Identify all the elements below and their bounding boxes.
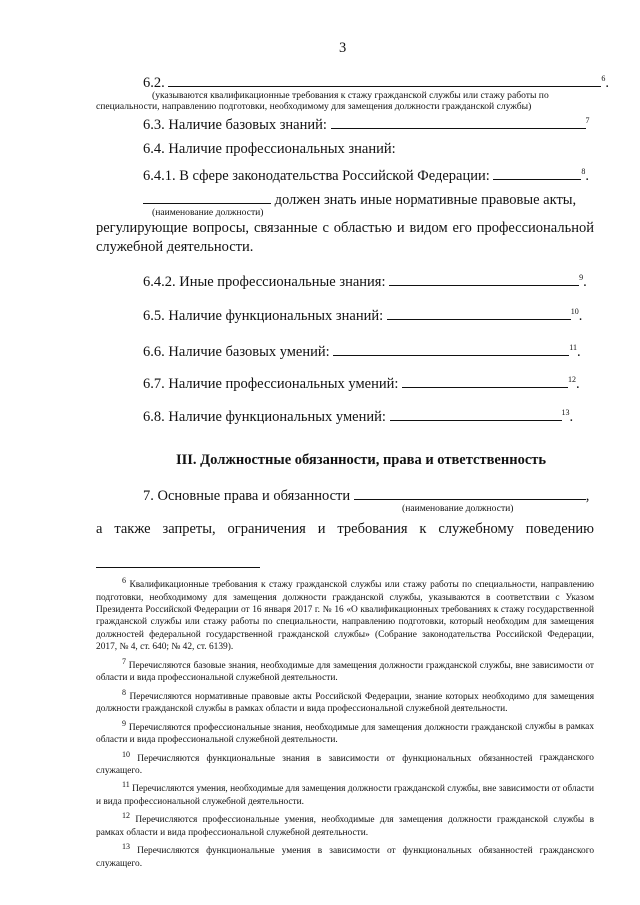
- footnote-line: направлению подготовки, необходимому для замещения должности гражданской службы, указываются в: [96, 580, 595, 603]
- footnote-line: Перечисляются функциональные умения в зависимости от функциональных обязанностей: [137, 846, 533, 857]
- footnote-ref-6: 6: [601, 74, 606, 84]
- item-6-4-1-blank: [493, 166, 581, 180]
- footnote-12: [96, 810, 594, 839]
- footnote-line: зависимости от области и вида профессиональной служебной деятельности.: [96, 784, 595, 807]
- footnote-11-num: 11: [122, 780, 130, 790]
- item-6-8-label: 6.8. Наличие функциональных умений:: [143, 409, 386, 425]
- footnote-line: зависимости от области и вида профессиональной служебной деятельности.: [96, 660, 594, 684]
- footnote-7: [96, 656, 594, 685]
- footnote-line: Перечисляются базовые знания, необходимые для замещения должности гражданской службы, вне: [128, 660, 530, 671]
- footnote-line: Перечисляются нормативные правовые акты Российской Федерации, знание которых необходимо: [129, 691, 530, 702]
- footnote-ref-13: 13: [561, 408, 570, 418]
- footnote-line: Перечисляются профессиональные умения, необходимые для замещения должности гражданской: [135, 815, 549, 826]
- page-number: 3: [339, 40, 347, 56]
- item-6-3-blank: [331, 115, 586, 129]
- item-6-5-blank: [387, 306, 571, 320]
- item-6-8-blank: [390, 407, 562, 421]
- footnote-line: гражданского служащего.: [96, 846, 595, 869]
- footnote-line: направлению подготовки, который необходим для замещения должностей федеральной государственной: [96, 617, 594, 640]
- footnote-ref-7: 7: [585, 116, 590, 126]
- item-7-label: 7. Основные права и обязанности: [143, 488, 351, 504]
- item-7-hint: (наименование должности): [402, 503, 514, 514]
- footnote-line: гражданской службы» (Собрание законодательства Российской Федерации, 2017, № 4, ст. 640; № 42, ст. 6139).: [96, 629, 595, 653]
- footnote-8: [96, 687, 594, 716]
- footnote-separator: [96, 567, 260, 568]
- footnote-ref-8: 8: [581, 167, 586, 177]
- item-6-3-label: 6.3. Наличие базовых знаний:: [143, 117, 327, 133]
- footnote-10-num: 10: [122, 749, 130, 759]
- item-6-6-blank: [333, 342, 569, 356]
- footnote-6-num: 6: [122, 576, 126, 585]
- footnote-line: Перечисляются профессиональные знания, необходимые для замещения должности гражданской: [128, 722, 523, 733]
- footnote-line: соответствии с Указом Президента Российской Федерации от 16 января 2017 г. № 16 «О квалификационных: [96, 592, 595, 615]
- item-6-6: 6.6. Наличие базовых умений: $^{11}$.: [143, 343, 581, 360]
- footnote-line: службы в рамках области и вида профессиональной служебной деятельности.: [96, 815, 594, 838]
- position-name-blank: [143, 190, 271, 204]
- item-6-4-2: 6.4.2. Иные профессиональные знания: $^9$.: [143, 273, 587, 290]
- item-6-2-hint-line2: специальности, направлению подготовки, необходимому для замещения должности гражданской службы): [96, 101, 532, 112]
- footnote-9-num: 9: [122, 718, 126, 728]
- footnote-line: гражданского служащего.: [96, 753, 594, 776]
- item-6-5: 6.5. Наличие функциональных знаний: $^{10}$.: [143, 307, 583, 324]
- item-6-4-1-label: 6.4.1. В сфере законодательства Российской Федерации:: [143, 168, 490, 184]
- footnote-13: [96, 841, 594, 870]
- item-6-5-label: 6.5. Наличие функциональных знаний:: [143, 308, 384, 324]
- footnote-10: [96, 748, 594, 777]
- footnote-line: Перечисляются функциональные знания в зависимости от функциональных обязанностей: [137, 753, 533, 764]
- footnote-line: деятельности.: [451, 704, 508, 715]
- item-6-4-2-label: 6.4.2. Иные профессиональные знания:: [143, 274, 386, 290]
- footnote-11: [96, 779, 594, 808]
- item-6-3: [143, 115, 590, 134]
- footnote-ref-10: 10: [570, 307, 579, 317]
- footnote-line: Перечисляются умения, необходимые для замещения должности гражданской службы, вне: [132, 784, 497, 795]
- item-6-2: 6.2. $^6$.: [143, 74, 609, 91]
- footnote-8-num: 8: [122, 687, 126, 697]
- item-6-2-hint-line1: (указываются квалификационные требования к стажу гражданской службы или стажу работы по: [152, 90, 549, 101]
- item-6-8: 6.8. Наличие функциональных умений: $^{13}$.: [143, 408, 574, 425]
- item-7-continuation: а также запреты, ограничения и требования к служебному поведению: [96, 521, 594, 537]
- footnote-12-num: 12: [122, 811, 130, 821]
- footnote-ref-12: 12: [568, 375, 577, 385]
- item-6-7-blank: [402, 374, 568, 388]
- section-3-title: III. Должностные обязанности, права и ответственность: [176, 452, 547, 468]
- item-7: 7. Основные права и обязанности ,: [143, 488, 590, 504]
- item-6-2-num: 6.2.: [143, 75, 165, 91]
- footnote-line: службы в рамках области и вида профессиональной служебной деятельности.: [96, 722, 595, 745]
- footnote-13-num: 13: [122, 842, 130, 852]
- item-6-6-label: 6.6. Наличие базовых умений:: [143, 344, 330, 360]
- footnote-9: [96, 717, 594, 746]
- item-6-2-blank: [168, 73, 601, 87]
- item-6-4-1: 6.4.1. В сфере законодательства Российской Федерации: $^8$.: [143, 167, 590, 184]
- footnote-7-num: 7: [122, 656, 126, 666]
- position-name-hint: (наименование должности): [152, 207, 264, 218]
- footnote-ref-9: 9: [579, 273, 584, 283]
- must-know-line2: регулирующие вопросы, связанные с областью и видом его профессиональной: [96, 220, 594, 236]
- footnote-6: [96, 575, 594, 654]
- footnote-line: Квалификационные требования к стажу гражданской службы или стажу работы по специальности,: [129, 580, 538, 591]
- footnote-ref-11: 11: [569, 343, 577, 353]
- footnote-line: для замещения должности гражданской службы в рамках области и вида профессиональной служебной: [96, 691, 595, 715]
- must-know-text: должен знать иные нормативные правовые акты,: [274, 192, 577, 208]
- item-7-blank: [354, 486, 586, 500]
- footnote-line: требованиях к стажу государственной гражданской службы или стажу работы по специальности,: [96, 604, 594, 628]
- item-6-4-2-blank: [389, 272, 579, 286]
- item-6-7: 6.7. Наличие профессиональных умений: $^{12}$.: [143, 375, 580, 392]
- item-6-4: 6.4. Наличие профессиональных знаний:: [143, 141, 396, 157]
- footnotes: [96, 575, 594, 872]
- must-know-line3: служебной деятельности.: [96, 239, 254, 255]
- item-6-7-label: 6.7. Наличие профессиональных умений:: [143, 376, 399, 392]
